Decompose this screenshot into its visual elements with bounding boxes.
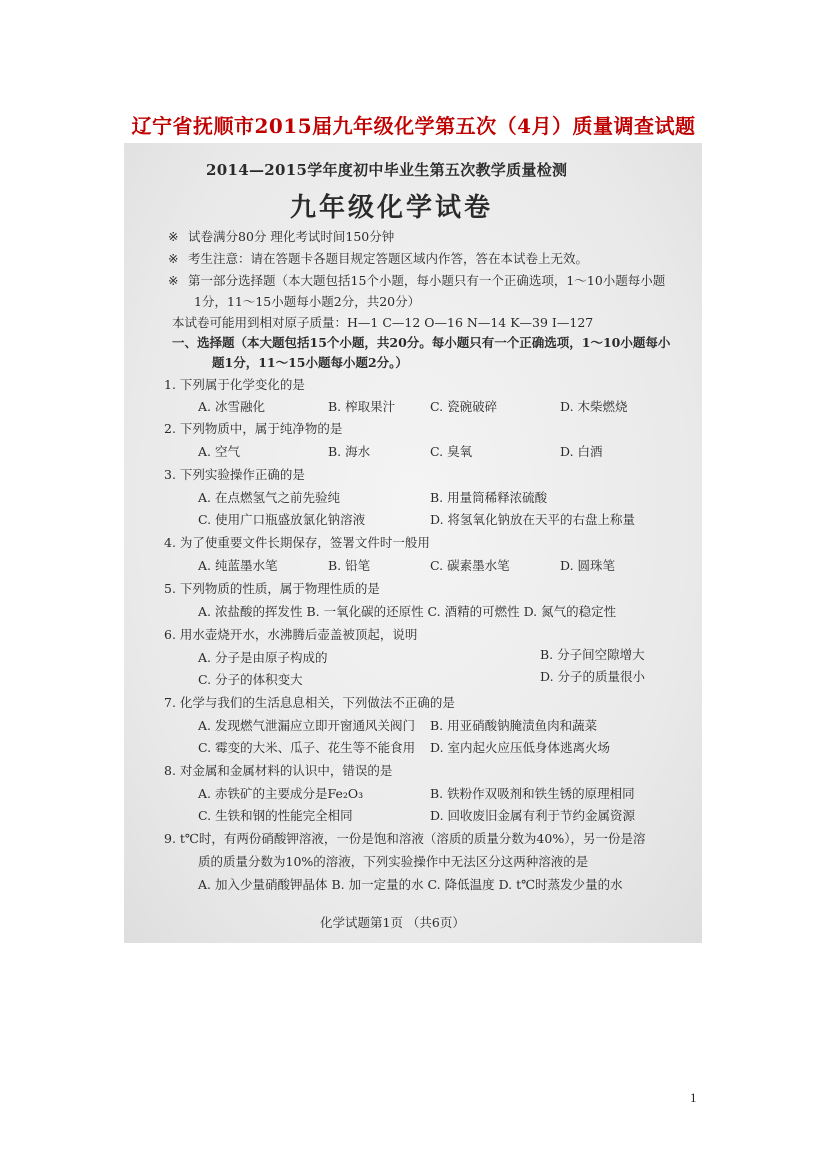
note-text: 试卷满分80分 理化考试时间150分钟 bbox=[188, 229, 395, 244]
question-stem: 7. 化学与我们的生活息息相关，下列做法不正确的是 bbox=[164, 695, 455, 710]
option: B. 分子间空隙增大 bbox=[540, 647, 645, 662]
option: B. 海水 bbox=[328, 444, 371, 459]
option: B. 用亚硝酸钠腌渍鱼肉和蔬菜 bbox=[430, 718, 598, 733]
question-stem: 3. 下列实验操作正确的是 bbox=[164, 467, 305, 482]
exam-header: 2014—2015学年度初中毕业生第五次教学质量检测 bbox=[206, 161, 568, 179]
note-mark: ※ bbox=[168, 251, 179, 266]
scan-page-footer: 化学试题第1页 （共6页） bbox=[320, 915, 465, 930]
option: D. 白酒 bbox=[560, 444, 603, 459]
question-stem: 5. 下列物质的性质，属于物理性质的是 bbox=[164, 581, 380, 596]
note-text: 考生注意：请在答题卡各题目规定答题区域内作答，答在本试卷上无效。 bbox=[188, 251, 589, 266]
note-mark: ※ bbox=[168, 273, 179, 288]
option: A. 在点燃氢气之前先验纯 bbox=[198, 490, 340, 505]
option: D. 圆珠笔 bbox=[560, 558, 616, 573]
option: C. 生铁和钢的性能完全相同 bbox=[198, 808, 353, 823]
option: B. 用量筒稀释浓硫酸 bbox=[430, 490, 548, 505]
option: D. 回收废旧金属有利于节约金属资源 bbox=[430, 808, 636, 823]
note-mark: ※ bbox=[168, 229, 179, 244]
question-stem: 6. 用水壶烧开水，水沸腾后壶盖被顶起，说明 bbox=[164, 627, 418, 642]
option: B. 榨取果汁 bbox=[328, 399, 396, 414]
note-line bbox=[168, 271, 665, 289]
section-heading: 一、选择题（本大题包括15个小题，共20分。每小题只有一个正确选项，1～10小题每小 bbox=[172, 335, 671, 350]
document-title: 辽宁省抚顺市2015届九年级化学第五次（4月）质量调查试题 bbox=[131, 114, 696, 138]
option: C. 使用广口瓶盛放氯化钠溶液 bbox=[198, 512, 366, 527]
option: A. 分子是由原子构成的 bbox=[198, 650, 328, 665]
option: A. 冰雪融化 bbox=[198, 399, 265, 414]
note-line bbox=[168, 249, 588, 267]
option: A. 加入少量硝酸钾晶体 B. 加一定量的水 C. 降低温度 D. t℃时蒸发少量的水 bbox=[198, 877, 623, 892]
option: D. 室内起火应压低身体逃离火场 bbox=[430, 740, 611, 755]
question-stem: 2. 下列物质中，属于纯净物的是 bbox=[164, 421, 343, 436]
option: A. 纯蓝墨水笔 bbox=[198, 558, 278, 573]
note-line: 1分，11～15小题每小题2分，共20分） bbox=[194, 294, 421, 309]
option: B. 铁粉作双吸剂和铁生锈的原理相同 bbox=[430, 786, 635, 801]
option: A. 发现燃气泄漏应立即开窗通风关阀门 bbox=[198, 718, 415, 733]
option: C. 碳素墨水笔 bbox=[430, 558, 510, 573]
question-stem-cont: 质的质量分数为10%的溶液，下列实验操作中无法区分这两种溶液的是 bbox=[198, 854, 589, 869]
section-heading-cont: 题1分，11～15小题每小题2分。） bbox=[212, 355, 408, 370]
option: A. 浓盐酸的挥发性 B. 一氧化碳的还原性 C. 酒精的可燃性 D. 氮气的稳定性 bbox=[198, 604, 617, 619]
question-stem: 9. t℃时，有两份硝酸钾溶液，一份是饱和溶液（溶质的质量分数为40%），另一份是溶 bbox=[164, 831, 646, 846]
option: C. 瓷碗破碎 bbox=[430, 399, 498, 414]
option: D. 将氢氧化钠放在天平的右盘上称量 bbox=[430, 512, 636, 527]
question-stem: 4. 为了使重要文件长期保存，签署文件时一般用 bbox=[164, 535, 430, 550]
option: C. 臭氧 bbox=[430, 444, 473, 459]
option: A. 赤铁矿的主要成分是Fe₂O₃ bbox=[198, 786, 364, 801]
note-text: 第一部分选择题（本大题包括15个小题，每小题只有一个正确选项，1～10小题每小题 bbox=[188, 273, 666, 288]
note-line bbox=[168, 227, 394, 245]
atomic-mass-line: 本试卷可能用到相对原子质量：H—1 C—12 O—16 N—14 K—39 I—127 bbox=[172, 315, 594, 330]
option: A. 空气 bbox=[198, 444, 240, 459]
question-stem: 8. 对金属和金属材料的认识中，错误的是 bbox=[164, 763, 393, 778]
option: C. 分子的体积变大 bbox=[198, 672, 303, 687]
option: C. 霉变的大米、瓜子、花生等不能食用 bbox=[198, 740, 416, 755]
option: B. 铅笔 bbox=[328, 558, 371, 573]
option: D. 木柴燃烧 bbox=[560, 399, 628, 414]
question-stem: 1. 下列属于化学变化的是 bbox=[164, 377, 305, 392]
page-number: 1 bbox=[690, 1090, 697, 1105]
option: D. 分子的质量很小 bbox=[540, 669, 646, 684]
exam-subject-title: 九年级化学试卷 bbox=[290, 193, 494, 223]
scanned-exam-page bbox=[124, 143, 702, 943]
